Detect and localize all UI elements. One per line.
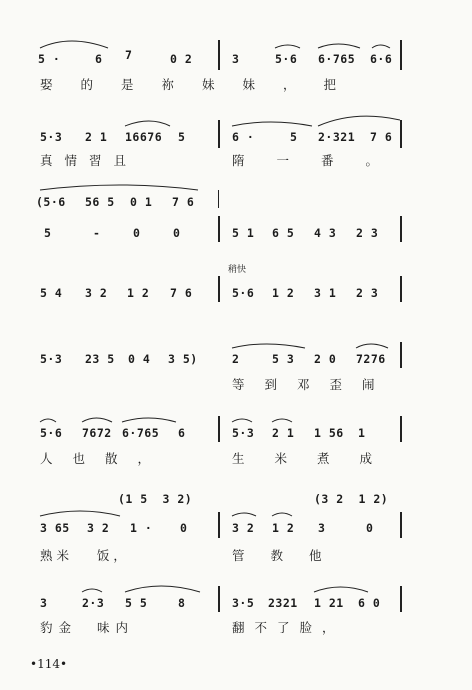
note: 5 1 bbox=[232, 226, 255, 240]
lyrics: 生米煮成 bbox=[232, 451, 403, 466]
note: 8 bbox=[178, 596, 186, 610]
note: 1 2 bbox=[127, 286, 150, 300]
note: 2 3 bbox=[356, 226, 379, 240]
note: 0 bbox=[133, 226, 141, 240]
note: 3 bbox=[232, 52, 240, 66]
lyrics: 隋一番。 bbox=[232, 153, 411, 168]
note: 5 5 bbox=[125, 596, 148, 610]
note: 2 0 bbox=[314, 352, 337, 366]
note: 7 6 bbox=[170, 286, 193, 300]
lyrics: 熟米 饭， bbox=[40, 548, 130, 563]
lyrics: 等到邓歪闹 bbox=[232, 377, 395, 392]
note: 3 2 bbox=[232, 521, 255, 535]
note: 1 · bbox=[130, 521, 153, 535]
lyrics: 真情習且 bbox=[40, 153, 139, 168]
note: 6·765 bbox=[122, 426, 160, 440]
note: 1 56 bbox=[314, 426, 344, 440]
note: 16676 bbox=[125, 130, 163, 144]
note: 7672 bbox=[82, 426, 112, 440]
lyrics: 娶的是祢妹妹，把 bbox=[40, 77, 365, 92]
note: 1 2 bbox=[272, 521, 295, 535]
note: 23 5 bbox=[85, 352, 115, 366]
note: 0 1 bbox=[130, 195, 153, 209]
note: 5 bbox=[290, 130, 298, 144]
lyrics: 人也散， bbox=[40, 451, 171, 466]
note: (3 2 1 2) bbox=[314, 492, 389, 506]
note: 0 bbox=[366, 521, 374, 535]
note: 6 bbox=[178, 426, 186, 440]
note: - bbox=[93, 226, 101, 240]
note: 5 bbox=[178, 130, 186, 144]
note: 5·6 bbox=[232, 286, 255, 300]
lyrics: 豹金 味内 bbox=[40, 620, 134, 635]
note: 1 2 bbox=[272, 286, 295, 300]
note: 2 bbox=[232, 352, 240, 366]
note: 3·5 bbox=[232, 596, 255, 610]
note: 6·765 bbox=[318, 52, 356, 66]
note: 1 21 bbox=[314, 596, 344, 610]
note: 3 2 bbox=[85, 286, 108, 300]
note: 5 bbox=[44, 226, 52, 240]
lyrics: 管教他 bbox=[232, 548, 348, 563]
note: 5·3 bbox=[232, 426, 255, 440]
note: 6·6 bbox=[370, 52, 393, 66]
note: 1 bbox=[358, 426, 366, 440]
note: 0 4 bbox=[128, 352, 151, 366]
note: 2·321 bbox=[318, 130, 356, 144]
note: 3 bbox=[40, 596, 48, 610]
note: 0 bbox=[180, 521, 188, 535]
note: 7 bbox=[125, 48, 133, 62]
note: 7 6 bbox=[370, 130, 393, 144]
note: 5 · bbox=[38, 52, 61, 66]
note: 6 bbox=[95, 52, 103, 66]
note: 5 3 bbox=[272, 352, 295, 366]
note: 5·3 bbox=[40, 130, 63, 144]
note: 6 0 bbox=[358, 596, 381, 610]
note: 6 · bbox=[232, 130, 255, 144]
note: 4 3 bbox=[314, 226, 337, 240]
note: 7276 bbox=[356, 352, 386, 366]
note: 0 2 bbox=[170, 52, 193, 66]
page-number: •114• bbox=[30, 657, 68, 671]
note: 3 1 bbox=[314, 286, 337, 300]
note: 3 65 bbox=[40, 521, 70, 535]
note: 2 3 bbox=[356, 286, 379, 300]
note: (5·6 bbox=[36, 195, 66, 209]
note: 3 bbox=[318, 521, 326, 535]
note: (1 5 3 2) bbox=[118, 492, 193, 506]
note: 5 4 bbox=[40, 286, 63, 300]
note: 7 6 bbox=[172, 195, 195, 209]
note: 3 2 bbox=[87, 521, 110, 535]
lyrics: 翻不了脸， bbox=[232, 620, 345, 635]
note: 2·3 bbox=[82, 596, 105, 610]
note: 2321 bbox=[268, 596, 298, 610]
tempo-mark: 稍快 bbox=[228, 265, 247, 275]
note: 0 bbox=[173, 226, 181, 240]
note: 3 5) bbox=[168, 352, 198, 366]
note: 5·6 bbox=[275, 52, 298, 66]
note: 2 1 bbox=[85, 130, 108, 144]
note: 5·3 bbox=[40, 352, 63, 366]
note: 2 1 bbox=[272, 426, 295, 440]
note: 5·6 bbox=[40, 426, 63, 440]
note: 6 5 bbox=[272, 226, 295, 240]
note: 56 5 bbox=[85, 195, 115, 209]
